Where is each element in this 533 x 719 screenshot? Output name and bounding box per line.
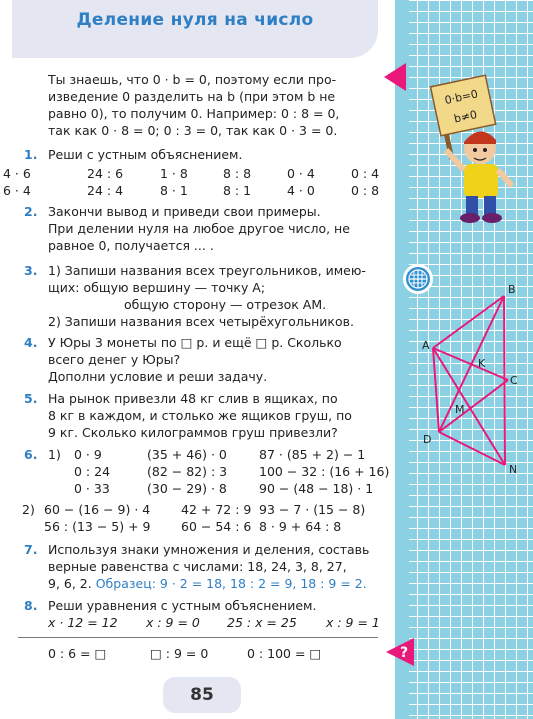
bottom-expr: 0 : 6 = □ — [48, 646, 107, 661]
task-1-expr: 0 · 4 — [287, 166, 315, 181]
task-2-line: равное 0, получается ... . — [48, 238, 214, 253]
point-label-a: A — [422, 339, 430, 352]
sample-text: 9 · 2 = 18, 18 : 2 = 9, 18 : 9 = 2. — [159, 576, 367, 591]
page-number: 85 — [190, 685, 214, 705]
task-4-line: всего денег у Юры? — [48, 352, 181, 367]
point-label-n: N — [509, 463, 518, 476]
task-1-expr: 1 · 8 — [160, 166, 188, 181]
boy-with-sign-illustration — [420, 70, 520, 230]
task-1-expr: 24 : 6 — [87, 166, 124, 181]
task-6-expr: 8 · 9 + 64 : 8 — [259, 519, 342, 534]
bottom-expr: 0 : 100 = □ — [247, 646, 322, 661]
task-7-numbers-end: 9, 6, 2. — [48, 576, 92, 591]
task-3-line: общую сторону — отрезок AM. — [124, 297, 327, 312]
point-label-c: C — [510, 374, 518, 387]
point-label-b: B — [508, 283, 516, 296]
task-5-number: 5. — [24, 391, 38, 406]
task-6-part: 2) — [22, 502, 35, 517]
task-1-expr: 0 : 4 — [351, 166, 380, 181]
task-1-number: 1. — [24, 147, 38, 162]
intro-line: изведение 0 разделить на b (при этом b не — [48, 89, 336, 104]
point-label-m: M — [455, 403, 465, 416]
sign-text-2: b≠0 — [452, 107, 479, 126]
task-3-number: 3. — [24, 263, 38, 278]
task-1-expr: 24 : 4 — [87, 183, 124, 198]
task-6-expr: 87 · (85 + 2) − 1 — [259, 447, 366, 462]
task-3-line: 2) Запиши названия всех четырёхугольников. — [48, 314, 354, 329]
task-2-number: 2. — [24, 204, 38, 219]
task-6-expr: 0 : 24 — [74, 464, 111, 479]
point-label-d: D — [423, 433, 432, 446]
task-3-line: щих: общую вершину — точку A; — [48, 280, 266, 295]
task-6-expr: 0 · 33 — [74, 481, 110, 496]
task-7-line — [48, 575, 367, 592]
task-8-number: 8. — [24, 598, 38, 613]
point-label-k: K — [478, 357, 486, 370]
task-2-line: При делении нуля на любое другое число, не — [48, 221, 350, 236]
task-6-expr: 90 − (48 − 18) · 1 — [259, 481, 374, 496]
divider — [18, 637, 378, 638]
task-5-line: 8 кг в каждом, и столько же ящиков груш, по — [48, 408, 352, 423]
task-6-expr: (35 + 46) · 0 — [147, 447, 227, 462]
task-6-expr: 0 · 9 — [74, 447, 102, 462]
task-6-expr: 93 − 7 · (15 − 8) — [259, 502, 366, 517]
section-marker-icon — [384, 63, 406, 91]
task-7-number: 7. — [24, 542, 38, 557]
question-mark-icon — [386, 638, 414, 666]
task-6-expr: 100 − 32 : (16 + 16) — [259, 464, 390, 479]
task-6-expr: 42 + 72 : 9 — [181, 502, 252, 517]
task-6-number: 6. — [24, 447, 38, 462]
task-1-expr: 8 · 1 — [160, 183, 188, 198]
task-3-line: 1) Запиши названия всех треугольников, имею- — [48, 263, 366, 278]
task-6-expr: 56 : (13 − 5) + 9 — [44, 519, 151, 534]
intro-line: так как 0 · 8 = 0; 0 : 3 = 0, так как 0 · 3 = 0. — [48, 123, 338, 138]
task-1-text: Реши с устным объяснением. — [48, 147, 243, 162]
equation: x : 9 = 1 — [326, 615, 380, 630]
equation: x · 12 = 12 — [48, 615, 118, 630]
equation: x : 9 = 0 — [146, 615, 200, 630]
task-6-expr: (30 − 29) · 8 — [147, 481, 227, 496]
task-1-expr: 8 : 8 — [223, 166, 252, 181]
task-6-expr: (82 − 82) : 3 — [147, 464, 228, 479]
task-6-part: 1) — [48, 447, 61, 462]
bottom-expr: □ : 9 = 0 — [150, 646, 209, 661]
task-4-line: Дополни условие и реши задачу. — [48, 369, 268, 384]
task-2-line: Закончи вывод и приведи свои примеры. — [48, 204, 321, 219]
intro-line: равно 0), то получим 0. Например: 0 : 8 = 0, — [48, 106, 340, 121]
task-8-text: Реши уравнения с устным объяснением. — [48, 598, 317, 613]
page-title: Деление нуля на число — [76, 10, 314, 30]
task-1-expr: 0 : 8 — [351, 183, 380, 198]
task-5-line: 9 кг. Сколько килограммов груш привезли? — [48, 425, 338, 440]
task-6-expr: 60 − (16 − 9) · 4 — [44, 502, 151, 517]
question-mark-glyph: ? — [399, 645, 409, 661]
task-6-expr: 60 − 54 : 6 — [181, 519, 252, 534]
task-1-expr: 6 · 4 — [3, 183, 31, 198]
task-1-expr: 8 : 1 — [223, 183, 252, 198]
equation: 25 : x = 25 — [227, 615, 297, 630]
sample-label: Образец: — [95, 576, 156, 591]
intro-line: Ты знаешь, что 0 · b = 0, поэтому если про- — [48, 72, 337, 87]
task-7-line: верные равенства с числами: 18, 24, 3, 8, 27, — [48, 559, 347, 574]
task-4-number: 4. — [24, 335, 38, 350]
task-7-line: Используя знаки умножения и деления, составь — [48, 542, 370, 557]
task-1-expr: 4 · 0 — [287, 183, 315, 198]
task-4-line: У Юры 3 монеты по □ р. и ещё □ р. Сколько — [48, 335, 342, 350]
sign-text-1: 0·b=0 — [443, 87, 480, 108]
task-5-line: На рынок привезли 48 кг слив в ящиках, по — [48, 391, 338, 406]
task-1-expr: 4 · 6 — [3, 166, 31, 181]
